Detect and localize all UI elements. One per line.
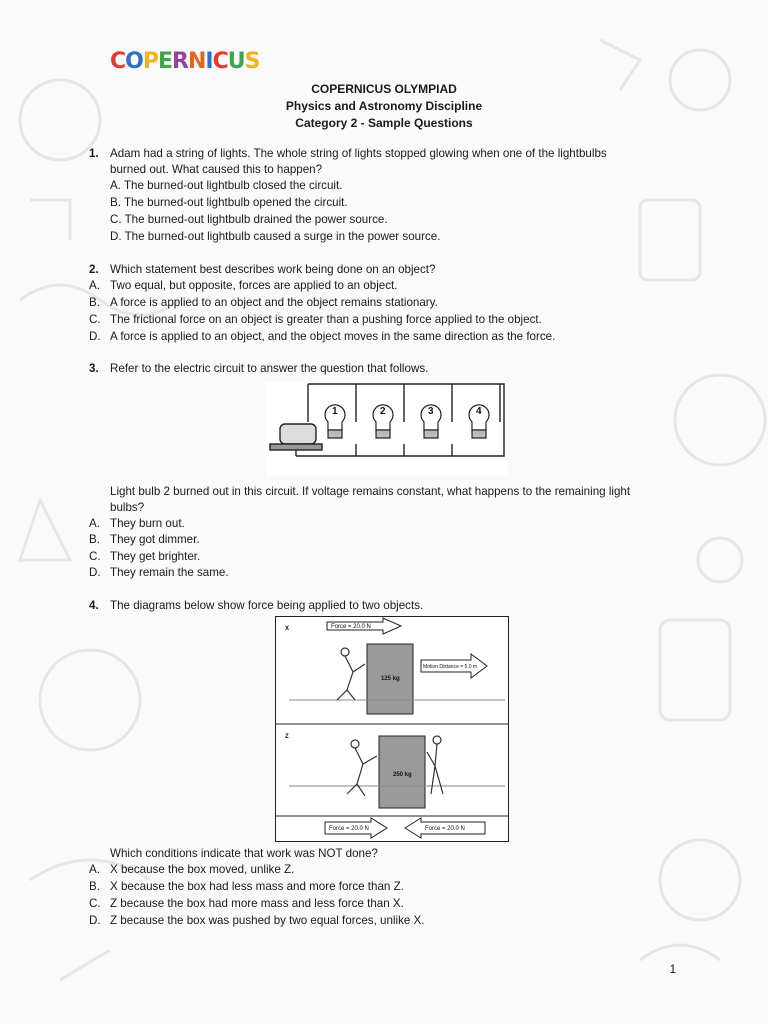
answer-option: C. The burned-out lightbulb drained the power source. xyxy=(110,213,388,226)
option-letter: C. xyxy=(89,550,101,563)
answer-option: B. The burned-out lightbulb opened the circuit. xyxy=(110,196,348,209)
category-heading: Category 2 - Sample Questions xyxy=(295,116,473,130)
option-letter: B. xyxy=(89,533,100,546)
answer-option: Z because the box had more mass and less force than X. xyxy=(110,897,404,910)
bulb-label-4: 4 xyxy=(476,406,482,417)
document-title: COPERNICUS OLYMPIAD xyxy=(311,82,457,96)
answer-option: They get brighter. xyxy=(110,550,201,563)
page-number: 1 xyxy=(669,964,676,976)
panel-z-label: Z xyxy=(285,734,289,740)
z-force-right-label: Force = 20.0 N xyxy=(425,826,465,832)
bulb-label-3: 3 xyxy=(428,406,434,417)
question-text: bulbs? xyxy=(110,501,145,514)
option-letter: D. xyxy=(89,914,101,927)
answer-option: The frictional force on an object is greater than a pushing force applied to the object. xyxy=(110,313,542,326)
answer-option: A force is applied to an object and the object remains stationary. xyxy=(110,296,438,309)
question-text: Which conditions indicate that work was NOT done? xyxy=(110,847,378,860)
answer-option: Z because the box was pushed by two equal forces, unlike X. xyxy=(110,914,425,927)
question-number: 3. xyxy=(89,362,99,375)
panel-x-label: X xyxy=(285,626,290,632)
answer-option: A force is applied to an object, and the object moves in the same direction as the force. xyxy=(110,330,556,343)
option-letter: D. xyxy=(89,330,101,343)
question-text: The diagrams below show force being applied to two objects. xyxy=(110,599,424,612)
option-letter: A. xyxy=(89,863,100,876)
discipline-heading: Physics and Astronomy Discipline xyxy=(285,99,483,113)
option-letter: B. xyxy=(89,880,100,893)
answer-option: They got dimmer. xyxy=(110,533,200,546)
question-text: Light bulb 2 burned out in this circuit. If voltage remains constant, what happens to the remaining light xyxy=(110,485,631,498)
copernicus-logo: C O P E R N I C U S xyxy=(110,48,260,74)
option-letter: C. xyxy=(89,897,101,910)
bulb-label-1: 1 xyxy=(332,406,338,417)
x-mass-label: 125 kg xyxy=(381,676,400,682)
answer-option: X because the box moved, unlike Z. xyxy=(110,863,295,876)
answer-option: D. The burned-out lightbulb caused a surge in the power source. xyxy=(110,230,441,243)
option-letter: C. xyxy=(89,313,101,326)
x-motion-label: Motion Distance = 5.0 m xyxy=(423,664,478,670)
answer-option: They remain the same. xyxy=(110,566,229,579)
z-mass-label: 250 kg xyxy=(393,772,412,778)
option-letter: A. xyxy=(89,279,100,292)
option-letter: D. xyxy=(89,566,101,579)
question-number: 4. xyxy=(89,599,99,612)
question-text: burned out. What caused this to happen? xyxy=(110,163,323,176)
answer-option: Two equal, but opposite, forces are applied to an object. xyxy=(110,279,398,292)
bulb-label-2: 2 xyxy=(380,406,386,417)
z-force-left-label: Force = 20.0 N xyxy=(329,826,369,832)
question-number: 1. xyxy=(89,147,99,160)
option-letter: A. xyxy=(89,517,100,530)
question-text: Adam had a string of lights. The whole string of lights stopped glowing when one of the lightbulbs xyxy=(110,147,607,160)
question-text: Which statement best describes work being done on an object? xyxy=(110,263,436,276)
force-diagram xyxy=(275,616,509,842)
parallel-circuit-diagram xyxy=(266,382,508,476)
answer-option: A. The burned-out lightbulb closed the circuit. xyxy=(110,179,343,192)
question-number: 2. xyxy=(89,263,99,276)
question-text: Refer to the electric circuit to answer the question that follows. xyxy=(110,362,429,375)
answer-option: They burn out. xyxy=(110,517,185,530)
option-letter: B. xyxy=(89,296,100,309)
answer-option: X because the box had less mass and more force than Z. xyxy=(110,880,404,893)
x-force-label: Force = 20.0 N xyxy=(331,624,371,630)
